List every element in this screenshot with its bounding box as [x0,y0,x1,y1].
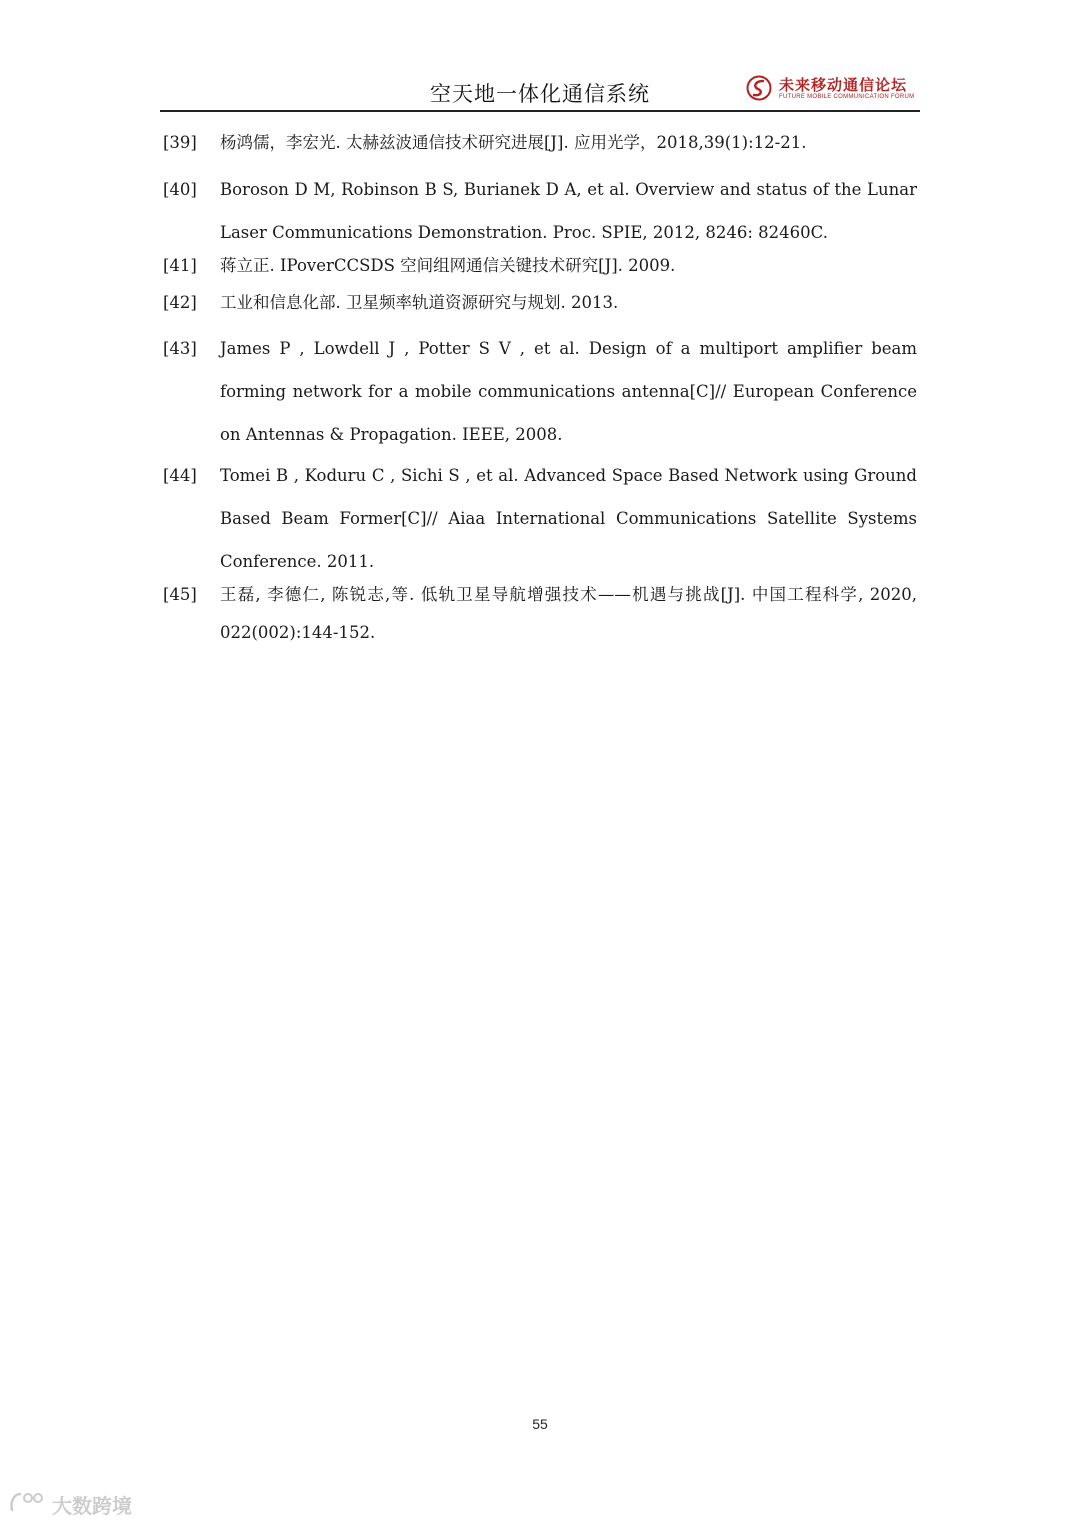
reference-text: Boroson D M, Robinson B S, Burianek D A, et al. Overview and status of the Lunar Laser Communications Demonstration. Proc. SPIE, 2012, 8246: 82460C. [220,180,917,242]
page-number: 55 [532,1416,548,1432]
reference-number: [40] [163,180,197,199]
watermark-logo-icon [8,1488,48,1516]
reference-number: [42] [163,293,197,312]
reference-text: 王磊, 李德仁, 陈锐志,等. 低轨卫星导航增强技术——机遇与挑战[J]. 中国工程科学, 2020, 022(002):144-152. [220,585,917,642]
forum-logo-en: FUTURE MOBILE COMMUNICATION FORUM [779,94,915,100]
forum-logo-cn: 未来移动通信论坛 [779,76,908,94]
reference-text: 蒋立正. IPoverCCSDS 空间组网通信关键技术研究[J]. 2009. [220,256,676,275]
reference-text: 杨鸿儒，李宏光. 太赫兹波通信技术研究进展[J]. 应用光学，2018,39(1):12-21. [220,133,807,152]
reference-number: [41] [163,256,197,275]
reference-number: [45] [163,585,197,604]
forum-logo-icon [746,75,772,101]
reference-text: 工业和信息化部. 卫星频率轨道资源研究与规划. 2013. [220,293,619,312]
forum-logo [746,74,916,104]
page-header [160,70,920,112]
reference-number: [43] [163,339,197,358]
reference-text: James P , Lowdell J , Potter S V , et al. Design of a multiport amplifier beam forming network for a mobile communications antenna[C]// European Conference on Antennas & Propagation. IEEE, 2008. [220,339,917,444]
watermark-text: 大数跨境 [52,1494,132,1518]
reference-number: [39] [163,133,197,152]
watermark [8,1488,148,1518]
reference-number: [44] [163,466,197,485]
page-title: 空天地一体化通信系统 [430,82,650,106]
reference-text: Tomei B , Koduru C , Sichi S , et al. Advanced Space Based Network using Ground Based Beam Former[C]// Aiaa International Communications Satellite Systems Conference. 2011. [220,466,917,571]
